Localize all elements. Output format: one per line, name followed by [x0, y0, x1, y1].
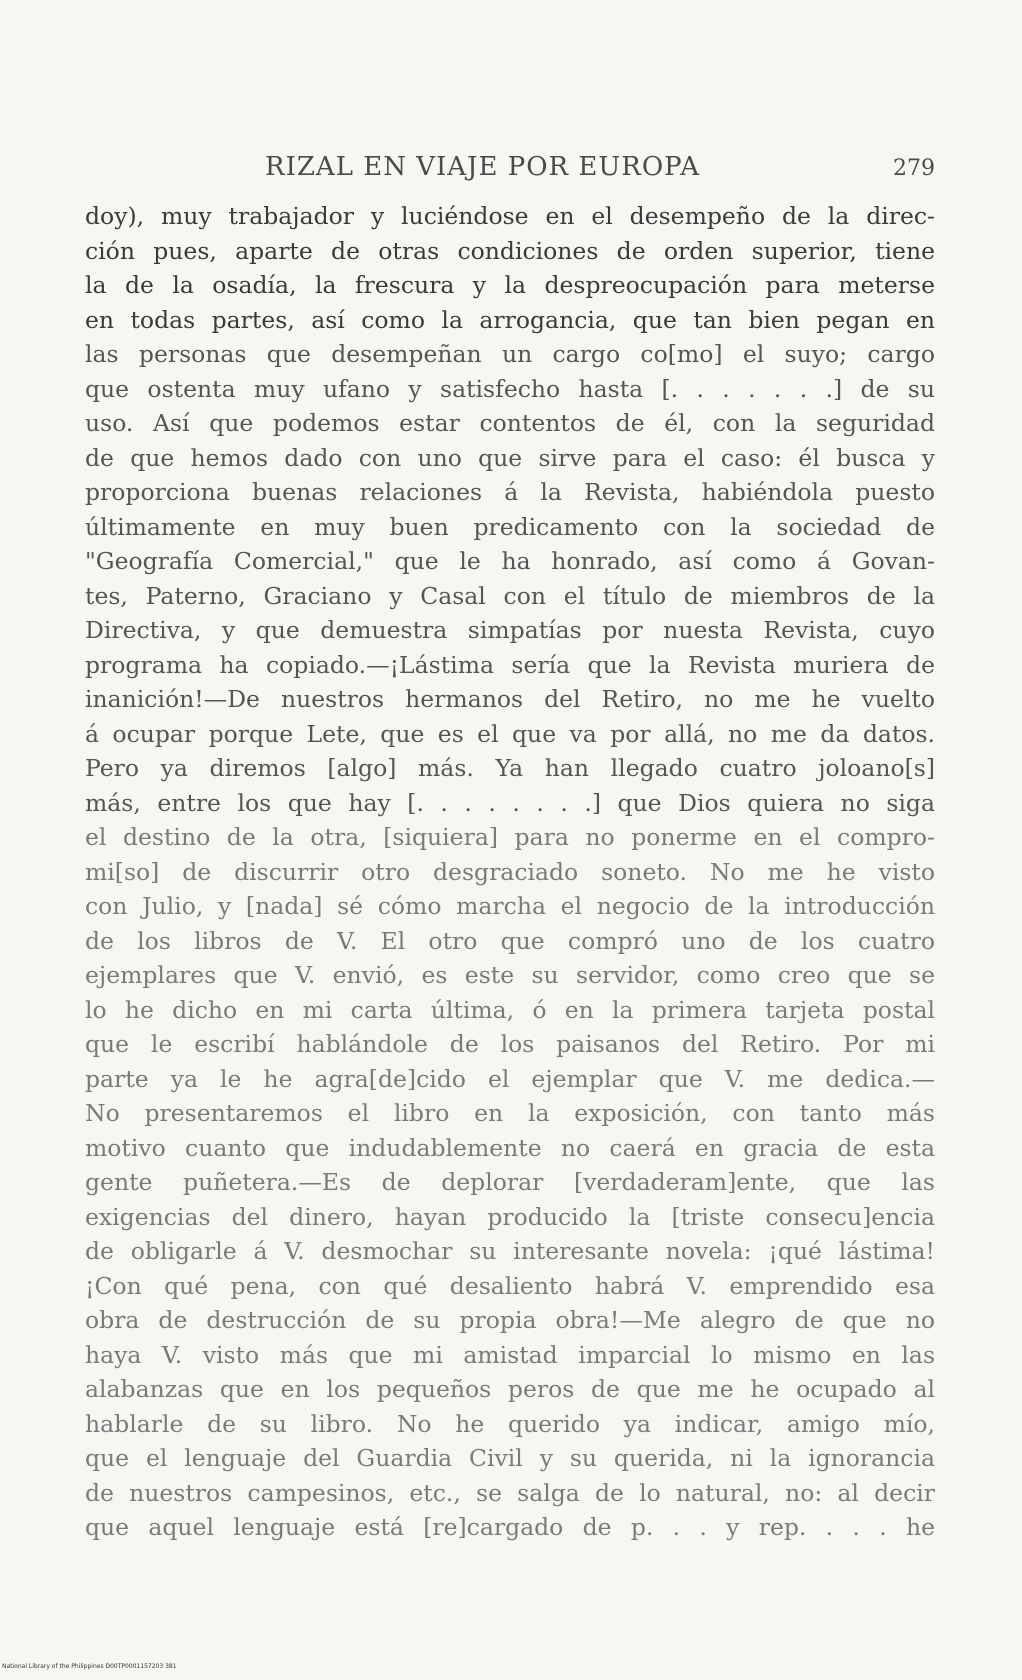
- text-line: programa ha copiado.—¡Lástima sería que la Revista muriera de: [85, 650, 935, 679]
- running-head: [90, 150, 935, 190]
- text-line: más, entre los que hay [. . . . . . . .] que Dios quiera no siga: [85, 788, 935, 817]
- text-line: el destino de la otra, [siquiera] para no ponerme en el compro-: [85, 823, 935, 851]
- text-line: uso. Así que podemos estar contentos de él, con la seguridad: [85, 409, 935, 437]
- text-line: ejemplares que V. envió, es este su servidor, como creo que se: [85, 961, 935, 989]
- text-line: á ocupar porque Lete, que es el que va por allá, no me da datos.: [85, 719, 935, 748]
- text-line: de que hemos dado con uno que sirve para el caso: él busca y: [85, 443, 935, 472]
- body-text: [85, 199, 935, 1545]
- text-line: No presentaremos el libro en la exposición, con tanto más: [85, 1099, 935, 1127]
- scan-credit: National Library of the Philippines D00TP0001157203 381: [2, 1663, 177, 1670]
- text-line: mi[so] de discurrir otro desgraciado soneto. No me he visto: [85, 857, 935, 886]
- text-line: Pero ya diremos [algo] más. Ya han llegado cuatro joloano[s]: [85, 754, 935, 782]
- text-line: las personas que desempeñan un cargo co[mo] el suyo; cargo: [85, 340, 935, 368]
- text-line: que aquel lenguaje está [re]cargado de p. . . y rep. . . . he: [85, 1513, 935, 1541]
- text-line: haya V. visto más que mi amistad imparcial lo mismo en las: [85, 1340, 935, 1369]
- text-line: la de la osadía, la frescura y la despreocupación para meterse: [85, 271, 935, 299]
- text-line: Directiva, y que demuestra simpatías por nuesta Revista, cuyo: [85, 616, 935, 644]
- text-line: de los libros de V. El otro que compró uno de los cuatro: [85, 926, 935, 955]
- text-line: que le escribí hablándole de los paisanos del Retiro. Por mi: [85, 1030, 935, 1058]
- text-line: obra de destrucción de su propia obra!—Me alegro de que no: [85, 1306, 935, 1334]
- text-line: de nuestros campesinos, etc., se salga de lo natural, no: al decir: [85, 1478, 935, 1507]
- text-line: en todas partes, así como la arrogancia, que tan bien pegan en: [85, 305, 935, 334]
- text-line: parte ya le he agra[de]cido el ejemplar que V. me dedica.—: [85, 1064, 935, 1093]
- text-line: doy), muy trabajador y luciéndose en el desempeño de la direc-: [85, 202, 935, 230]
- text-line: ¡Con qué pena, con qué desaliento habrá V. emprendido esa: [85, 1271, 935, 1300]
- text-line: que ostenta muy ufano y satisfecho hasta [. . . . . . .] de su: [85, 374, 935, 403]
- text-line: alabanzas que en los pequeños peros de que me he ocupado al: [85, 1375, 935, 1403]
- text-line: que el lenguaje del Guardia Civil y su querida, ni la ignorancia: [85, 1444, 935, 1472]
- text-line: con Julio, y [nada] sé cómo marcha el negocio de la introducción: [85, 892, 935, 920]
- text-line: inanición!—De nuestros hermanos del Retiro, no me he vuelto: [85, 685, 935, 713]
- page-number: 279: [893, 156, 935, 181]
- text-line: exigencias del dinero, hayan producido la [triste consecu]encia: [85, 1202, 935, 1231]
- text-line: "Geografía Comercial," que le ha honrado, así como á Govan-: [85, 547, 935, 575]
- text-line: proporciona buenas relaciones á la Revista, habiéndola puesto: [85, 478, 935, 506]
- text-line: motivo cuanto que indudablemente no caerá en gracia de esta: [85, 1133, 935, 1162]
- text-line: hablarle de su libro. No he querido ya indicar, amigo mío,: [85, 1409, 935, 1438]
- text-line: últimamente en muy buen predicamento con la sociedad de: [85, 512, 935, 541]
- text-line: ción pues, aparte de otras condiciones de orden superior, tiene: [85, 236, 935, 265]
- text-line: de obligarle á V. desmochar su interesante novela: ¡qué lástima!: [85, 1237, 935, 1265]
- text-line: tes, Paterno, Graciano y Casal con el título de miembros de la: [85, 581, 935, 610]
- running-title: RIZAL EN VIAJE POR EUROPA: [265, 152, 701, 182]
- text-line: lo he dicho en mi carta última, ó en la primera tarjeta postal: [85, 995, 935, 1024]
- text-line: gente puñetera.—Es de deplorar [verdaderam]ente, que las: [85, 1168, 935, 1196]
